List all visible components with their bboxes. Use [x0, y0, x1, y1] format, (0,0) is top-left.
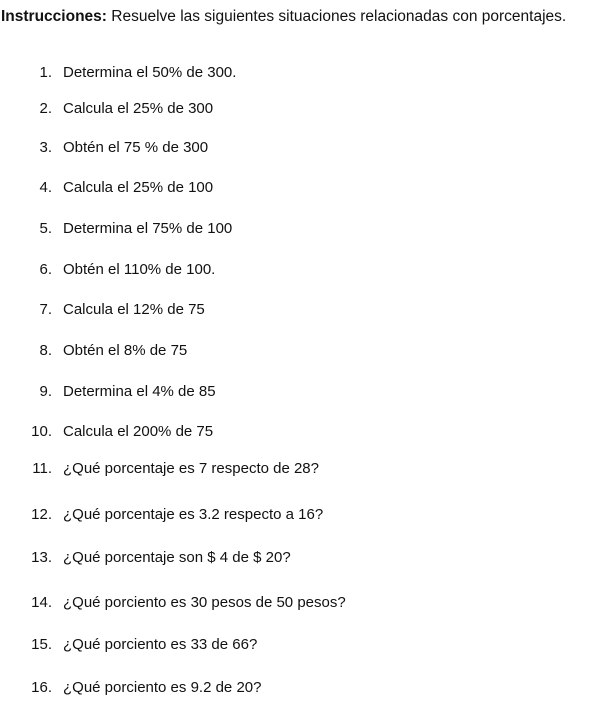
item-text: Determina el 75% de 100	[63, 220, 233, 237]
item-text: Calcula el 25% de 100	[63, 179, 214, 196]
item-number: 15.	[31, 636, 52, 653]
item-number: 3.	[39, 139, 52, 156]
item-number: 11.	[32, 460, 52, 477]
item-text: ¿Qué porcentaje es 3.2 respecto a 16?	[63, 506, 324, 523]
item-text: ¿Qué porcentaje es 7 respecto de 28?	[63, 460, 319, 477]
item-text: Calcula el 200% de 75	[63, 423, 214, 440]
item-number: 14.	[31, 594, 52, 611]
item-number: 1.	[39, 64, 52, 81]
item-text: Calcula el 12% de 75	[63, 301, 205, 318]
item-number: 16.	[31, 679, 52, 696]
item-number: 13.	[31, 549, 52, 566]
item-number: 4.	[39, 179, 52, 196]
item-number: 5.	[39, 220, 52, 237]
item-text: Calcula el 25% de 300	[63, 100, 214, 117]
item-number: 10.	[31, 423, 52, 440]
item-text: ¿Qué porciento es 33 de 66?	[63, 636, 258, 653]
item-text: ¿Qué porcentaje son $ 4 de $ 20?	[63, 549, 291, 566]
item-text: Obtén el 8% de 75	[63, 342, 188, 359]
item-text: Obtén el 110% de 100.	[63, 261, 216, 278]
item-number: 2.	[39, 100, 52, 117]
item-number: 12.	[31, 506, 52, 523]
item-text: ¿Qué porciento es 9.2 de 20?	[63, 679, 262, 696]
instructions-text: Resuelve las siguientes situaciones relacionadas con porcentajes.	[111, 8, 567, 25]
instructions-label: Instrucciones:	[1, 8, 107, 25]
item-text: Obtén el 75 % de 300	[63, 139, 209, 156]
item-number: 9.	[39, 383, 52, 400]
item-text: ¿Qué porciento es 30 pesos de 50 pesos?	[63, 594, 346, 611]
item-text: Determina el 50% de 300.	[63, 64, 237, 81]
item-text: Determina el 4% de 85	[63, 383, 216, 400]
item-number: 8.	[39, 342, 52, 359]
item-number: 6.	[39, 261, 52, 278]
item-number: 7.	[39, 301, 52, 318]
